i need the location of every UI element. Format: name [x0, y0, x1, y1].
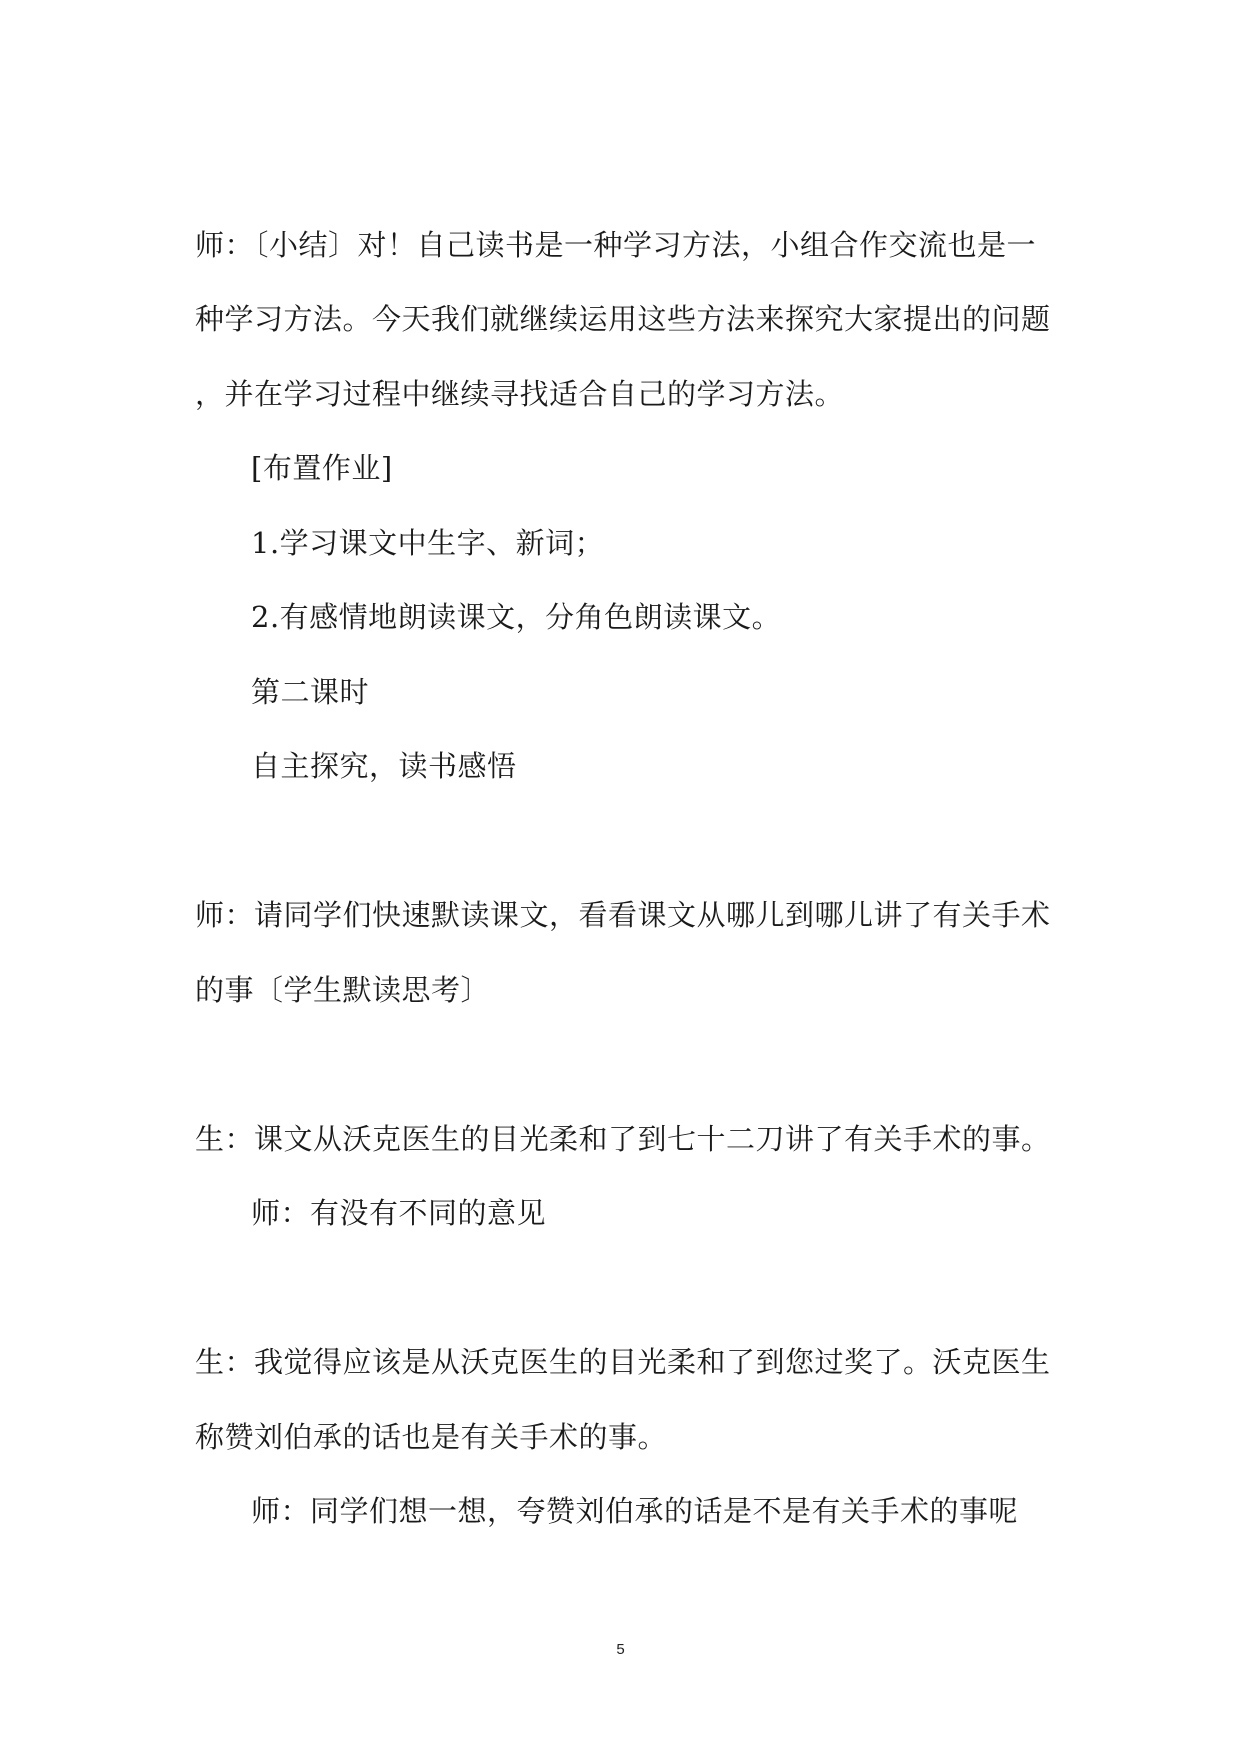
section-heading-homework: [布置作业]: [251, 451, 393, 485]
teacher-line-1: 师：请同学们快速默读课文，看看课文从哪儿到哪儿讲了有关手术: [195, 898, 1051, 932]
lesson-heading: 第二课时: [251, 675, 370, 709]
paragraph-line-3: ，并在学习过程中继续寻找适合自己的学习方法。: [195, 377, 845, 411]
student-line-2: 生：我觉得应该是从沃克医生的目光柔和了到您过奖了。沃克医生: [195, 1345, 1051, 1379]
paragraph-line-2: 种学习方法。今天我们就继续运用这些方法来探究大家提出的问题: [195, 302, 1051, 336]
paragraph-line-1: 师：〔小结〕对！自己读书是一种学习方法，小组合作交流也是一: [195, 228, 1037, 262]
homework-item-1: 1.学习课文中生字、新词；: [251, 526, 605, 560]
teacher-line-3: 师：同学们想一想，夸赞刘伯承的话是不是有关手术的事呢: [251, 1494, 1019, 1528]
page-number: 5: [616, 1641, 625, 1658]
homework-item-2: 2.有感情地朗读课文，分角色朗读课文。: [251, 600, 782, 634]
lesson-subheading: 自主探究，读书感悟: [251, 749, 517, 783]
teacher-line-1-continued: 的事〔学生默读思考〕: [195, 973, 491, 1007]
teacher-line-2: 师：有没有不同的意见: [251, 1196, 547, 1230]
student-line-2-continued: 称赞刘伯承的话也是有关手术的事。: [195, 1420, 668, 1454]
student-line-1: 生：课文从沃克医生的目光柔和了到七十二刀讲了有关手术的事。: [195, 1122, 1051, 1156]
